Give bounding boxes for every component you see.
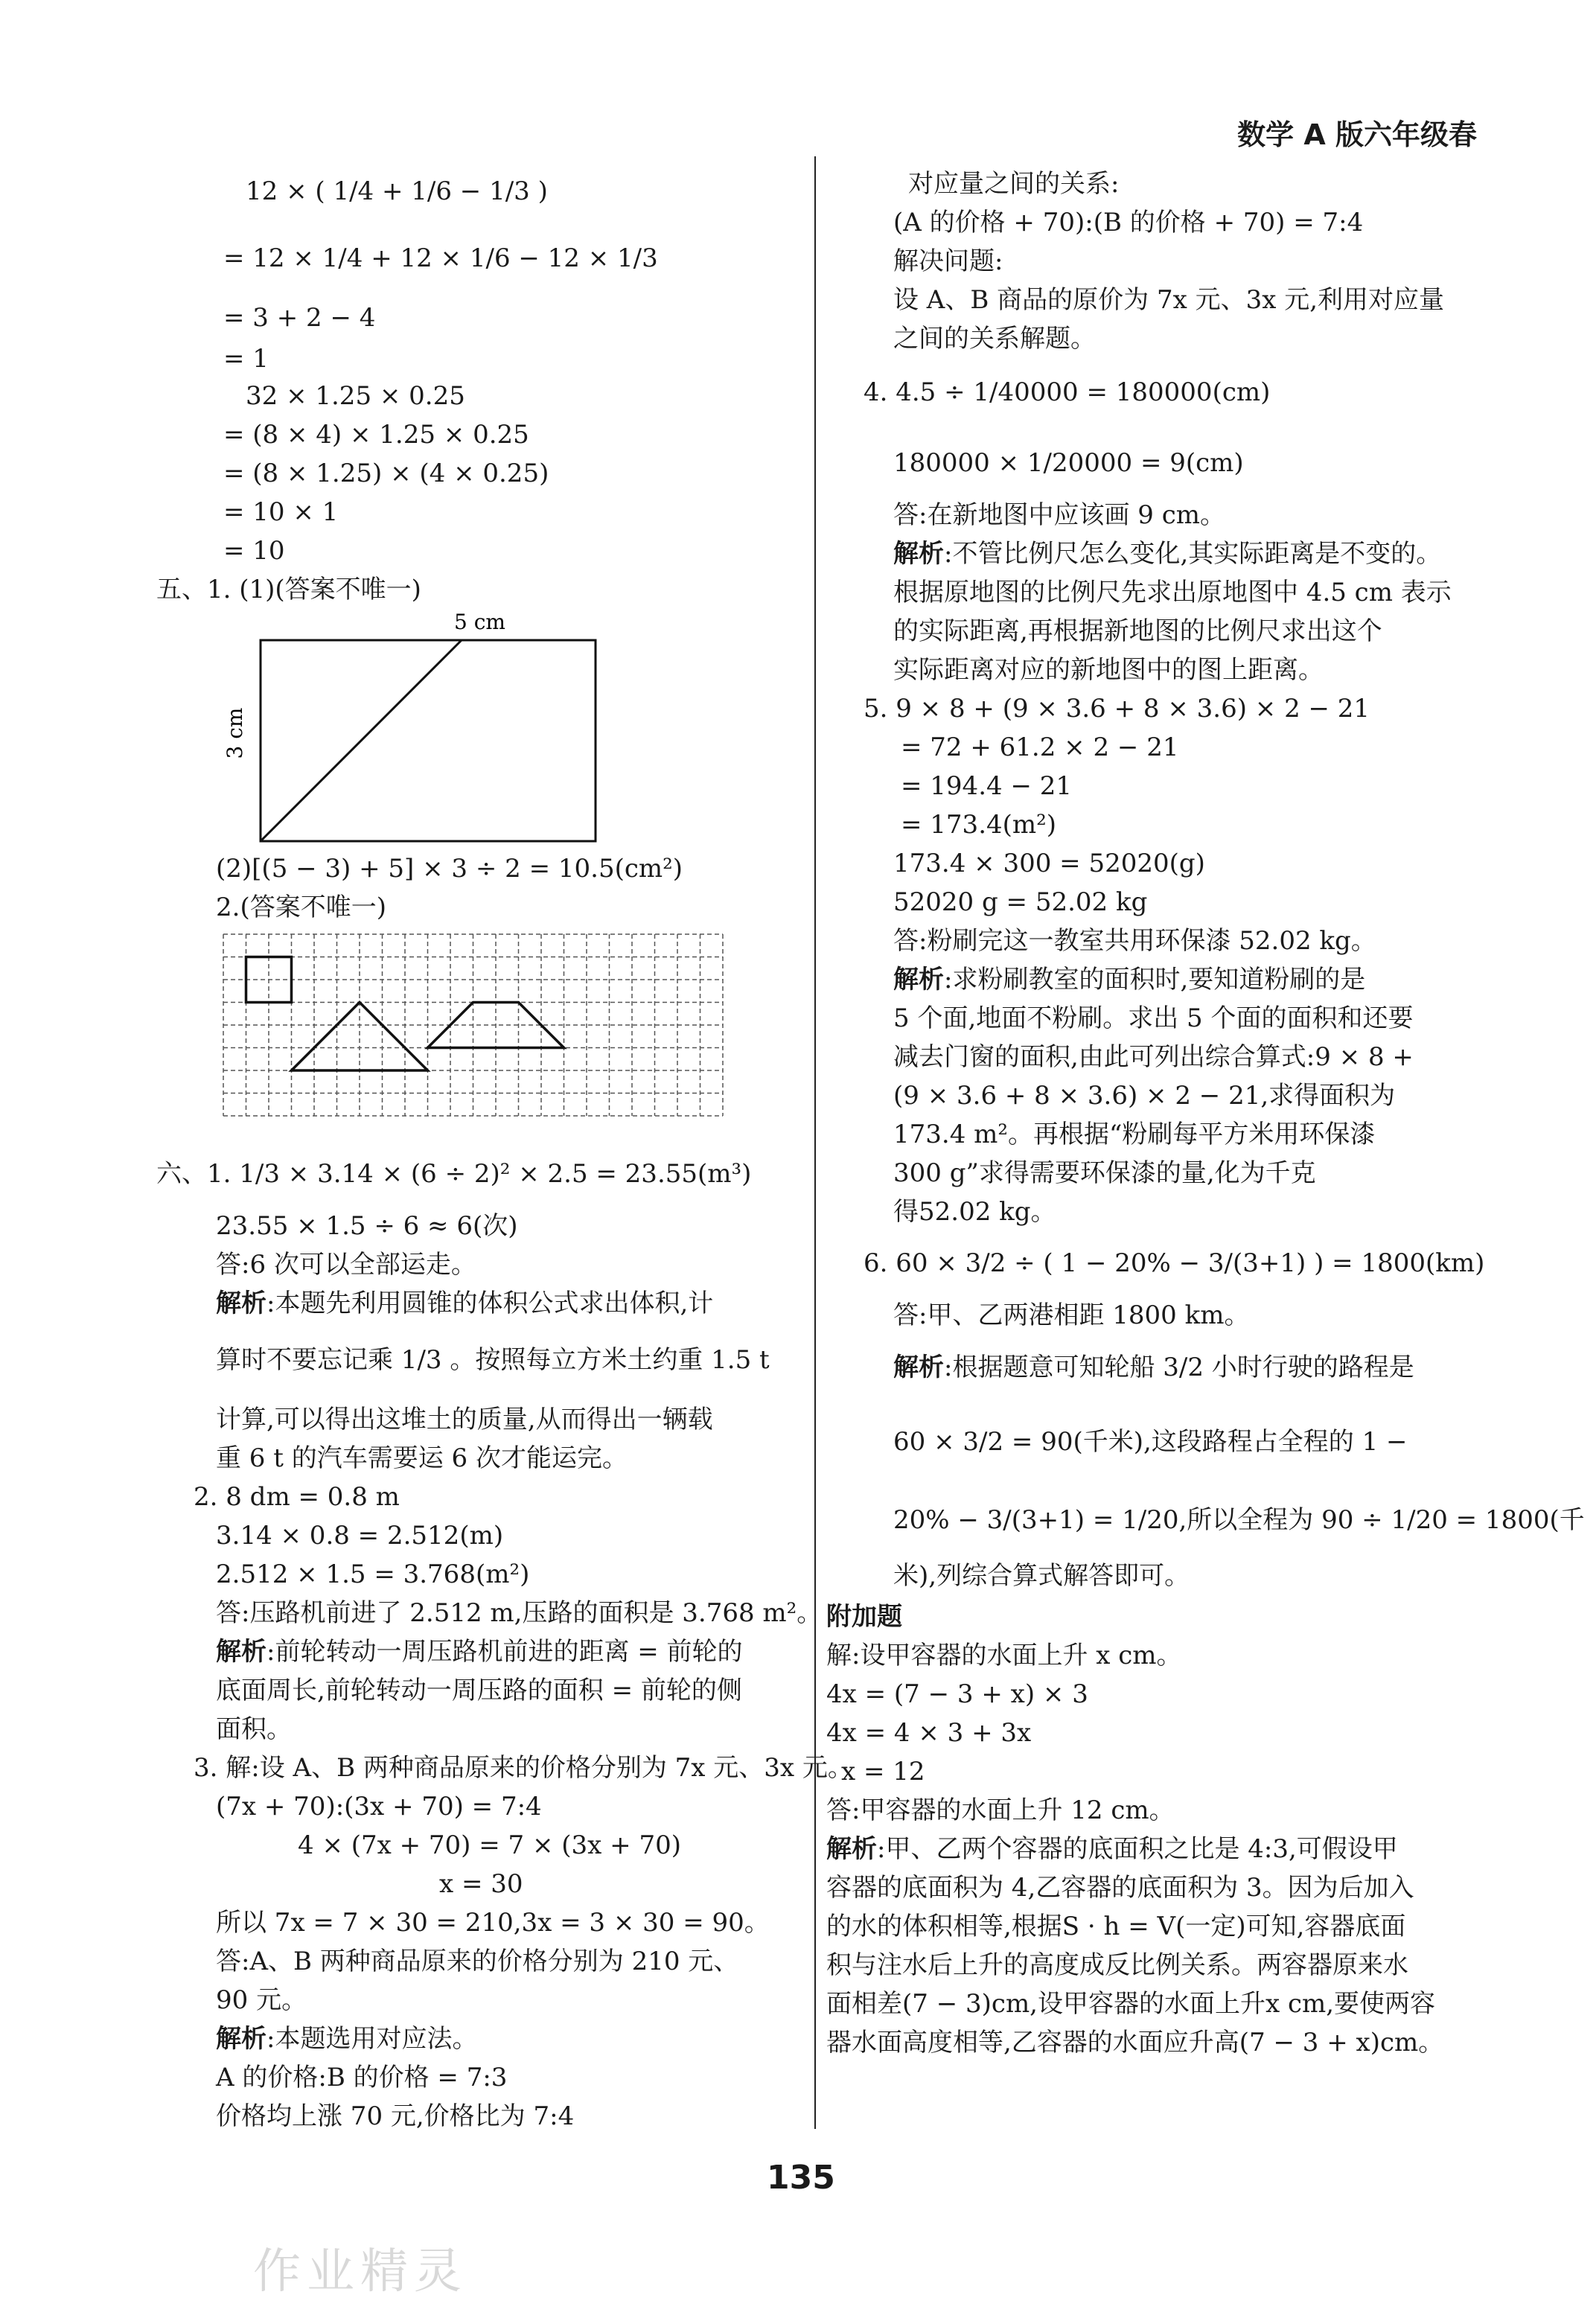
analysis-line: 面相差(7 − 3)cm,设甲容器的水面上升x cm,要使两容 — [826, 1989, 1436, 2019]
analysis-line: 算时不要忘记乘 1/3 。按照每立方米土约重 1.5 t — [216, 1345, 770, 1375]
analysis-text: :前轮转动一周压路机前进的距离 = 前轮的 — [266, 1637, 743, 1667]
calc-line: 4x = (7 − 3 + x) × 3 — [826, 1679, 1088, 1709]
question-6: 6. 60 × 3/2 ÷ ( 1 − 20% − 3/(3+1) ) = 1800(km) — [864, 1248, 1485, 1278]
text-line: 对应量之间的关系: — [908, 169, 1120, 199]
answer-line: 答:甲容器的水面上升 12 cm。 — [826, 1795, 1175, 1825]
analysis-line — [216, 1635, 743, 1668]
extra-question-title: 附加题 — [826, 1602, 902, 1632]
analysis-line: 20% − 3/(3+1) = 1/20,所以全程为 90 ÷ 1/20 = 1800(千 — [893, 1505, 1585, 1535]
calc-line: 180000 × 1/20000 = 9(cm) — [893, 448, 1244, 478]
text-line: 解:设甲容器的水面上升 x cm。 — [826, 1641, 1182, 1670]
page-number: 135 — [767, 2159, 835, 2197]
column-divider — [814, 156, 816, 2129]
analysis-line: 的水的体积相等,根据S · h = V(一定)可知,容器底面 — [826, 1912, 1406, 1941]
section-6-q1: 六、1. 1/3 × 3.14 × (6 ÷ 2)² × 2.5 = 23.55(m³) — [156, 1159, 752, 1189]
calc-line: 4 × (7x + 70) = 7 × (3x + 70) — [298, 1830, 681, 1860]
calc-line: = 10 — [223, 536, 285, 566]
text-line: 之间的关系解题。 — [893, 324, 1096, 354]
calc-line: = 194.4 − 21 — [901, 771, 1072, 801]
section-5-q1-part2: (2)[(5 − 3) + 5] × 3 ÷ 2 = 10.5(cm²) — [216, 854, 683, 884]
calc-line: = (8 × 1.25) × (4 × 0.25) — [223, 459, 549, 488]
analysis-text: :本题先利用圆锥的体积公式求出体积,计 — [266, 1289, 714, 1318]
analysis-line: 面积。 — [216, 1714, 292, 1744]
fig1-side-label: 3 cm — [223, 707, 247, 759]
calc-line: = 1 — [223, 344, 269, 374]
analysis-line: (9 × 3.6 + 8 × 3.6) × 2 − 21,求得面积为 — [893, 1081, 1396, 1111]
question-5: 5. 9 × 8 + (9 × 3.6 + 8 × 3.6) × 2 − 21 — [864, 694, 1370, 724]
analysis-line — [893, 963, 1365, 996]
analysis-line: 器水面高度相等,乙容器的水面应升高(7 − 3 + x)cm。 — [826, 2028, 1444, 2057]
analysis-line — [826, 1833, 1398, 1865]
calc-line: (7x + 70):(3x + 70) = 7:4 — [216, 1792, 542, 1822]
text-line: 设 A、B 商品的原价为 7x 元、3x 元,利用对应量 — [893, 285, 1444, 315]
analysis-line: 的实际距离,再根据新地图的比例尺求出这个 — [893, 616, 1382, 646]
analysis-label: 解析 — [893, 539, 944, 569]
answer-line: 答:A、B 两种商品原来的价格分别为 210 元、 — [216, 1947, 739, 1976]
section-5-q2: 2.(答案不唯一) — [216, 893, 386, 922]
calc-line: x = 12 — [841, 1757, 925, 1787]
rectangle — [261, 640, 596, 841]
analysis-text: :不管比例尺怎么变化,其实际距离是不变的。 — [944, 539, 1442, 569]
analysis-label: 解析 — [216, 1289, 266, 1318]
calc-line: 2.512 × 1.5 = 3.768(m²) — [216, 1559, 530, 1589]
answer-line: 答:在新地图中应该画 9 cm。 — [893, 500, 1225, 530]
analysis-line: 底面周长,前轮转动一周压路的面积 = 前轮的侧 — [216, 1676, 742, 1705]
calc-line: = (8 × 4) × 1.25 × 0.25 — [223, 420, 529, 450]
analysis-line — [216, 2023, 477, 2055]
calc-line: 4x = 4 × 3 + 3x — [826, 1718, 1032, 1748]
section-6-q2: 2. 8 dm = 0.8 m — [194, 1482, 400, 1512]
rectangle-figure — [127, 607, 663, 852]
analysis-label: 解析 — [893, 965, 944, 995]
fig1-top-label: 5 cm — [454, 610, 505, 634]
analysis-text: :本题选用对应法。 — [266, 2024, 478, 2054]
page-header: 数学 A 版六年级春 — [1237, 118, 1477, 151]
analysis-line: 60 × 3/2 = 90(千米),这段路程占全程的 1 − — [893, 1427, 1408, 1457]
analysis-line: 米),列综合算式解答即可。 — [893, 1561, 1190, 1591]
analysis-line: 得52.02 kg。 — [893, 1197, 1056, 1227]
analysis-label: 解析 — [893, 1353, 944, 1382]
answer-line: 答:6 次可以全部运走。 — [216, 1250, 476, 1280]
section-5-q1: 五、1. (1)(答案不唯一) — [156, 575, 421, 604]
answer-line: 答:粉刷完这一教室共用环保漆 52.02 kg。 — [893, 926, 1376, 956]
answer-line: 90 元。 — [216, 1985, 307, 2015]
analysis-label: 解析 — [216, 1637, 266, 1667]
analysis-line — [216, 1287, 713, 1320]
watermark: 作业精灵 — [253, 2244, 467, 2299]
analysis-line: A 的价格:B 的价格 = 7:3 — [216, 2063, 508, 2092]
analysis-label: 解析 — [216, 2024, 266, 2054]
grid-figure — [216, 927, 737, 1135]
answer-line: 答:压路机前进了 2.512 m,压路的面积是 3.768 m²。 — [216, 1598, 823, 1628]
calc-line: 12 × ( 1/4 + 1/6 − 1/3 ) — [246, 176, 548, 206]
analysis-line: 容器的底面积为 4,乙容器的底面积为 3。因为后加入 — [826, 1873, 1414, 1903]
text-line: 解决问题: — [893, 246, 1003, 276]
analysis-line: 5 个面,地面不粉刷。求出 5 个面的面积和还要 — [893, 1003, 1414, 1033]
analysis-line: 减去门窗的面积,由此可列出综合算式:9 × 8 + — [893, 1042, 1414, 1072]
analysis-line: 173.4 m²。再根据“粉刷每平方米用环保漆 — [893, 1120, 1376, 1149]
calc-line: 173.4 × 300 = 52020(g) — [893, 849, 1205, 878]
analysis-line: 重 6 t 的汽车需要运 6 次才能运完。 — [216, 1443, 628, 1473]
analysis-line: 根据原地图的比例尺先求出原地图中 4.5 cm 表示 — [893, 578, 1452, 607]
analysis-line: 价格均上涨 70 元,价格比为 7:4 — [216, 2101, 575, 2131]
analysis-line: 300 g”求得需要环保漆的量,化为千克 — [893, 1158, 1316, 1188]
answer-line: 答:甲、乙两港相距 1800 km。 — [893, 1300, 1250, 1330]
analysis-text: :求粉刷教室的面积时,要知道粉刷的是 — [944, 965, 1366, 995]
calc-line: = 10 × 1 — [223, 497, 339, 527]
calc-line: 32 × 1.25 × 0.25 — [246, 381, 465, 411]
text-line: (A 的价格 + 70):(B 的价格 + 70) = 7:4 — [893, 208, 1364, 237]
rectangle-diagonal — [261, 640, 462, 841]
analysis-text: :甲、乙两个容器的底面积之比是 4:3,可假设甲 — [877, 1834, 1398, 1864]
analysis-line — [893, 1351, 1414, 1384]
calc-line: 52020 g = 52.02 kg — [893, 887, 1148, 917]
analysis-line — [893, 537, 1441, 570]
analysis-line: 实际距离对应的新地图中的图上距离。 — [893, 655, 1324, 685]
calc-line: = 173.4(m²) — [901, 810, 1057, 840]
calc-line: = 72 + 61.2 × 2 − 21 — [901, 732, 1179, 762]
calc-line: 所以 7x = 7 × 30 = 210,3x = 3 × 30 = 90。 — [216, 1908, 770, 1938]
calc-line: = 12 × 1/4 + 12 × 1/6 − 12 × 1/3 — [223, 243, 658, 273]
calc-line: = 3 + 2 − 4 — [223, 303, 376, 333]
analysis-line: 计算,可以得出这堆土的质量,从而得出一辆载 — [216, 1405, 713, 1434]
calc-line: x = 30 — [439, 1869, 523, 1899]
section-6-q3: 3. 解:设 A、B 两种商品原来的价格分别为 7x 元、3x 元。 — [194, 1753, 853, 1783]
calc-line: 23.55 × 1.5 ÷ 6 ≈ 6(次) — [216, 1211, 518, 1241]
calc-line: 3.14 × 0.8 = 2.512(m) — [216, 1521, 504, 1551]
analysis-label: 解析 — [826, 1834, 877, 1864]
analysis-text: :根据题意可知轮船 3/2 小时行驶的路程是 — [944, 1353, 1414, 1382]
question-4: 4. 4.5 ÷ 1/40000 = 180000(cm) — [864, 377, 1271, 407]
analysis-line: 积与注水后上升的高度成反比例关系。两容器原来水 — [826, 1950, 1408, 1980]
